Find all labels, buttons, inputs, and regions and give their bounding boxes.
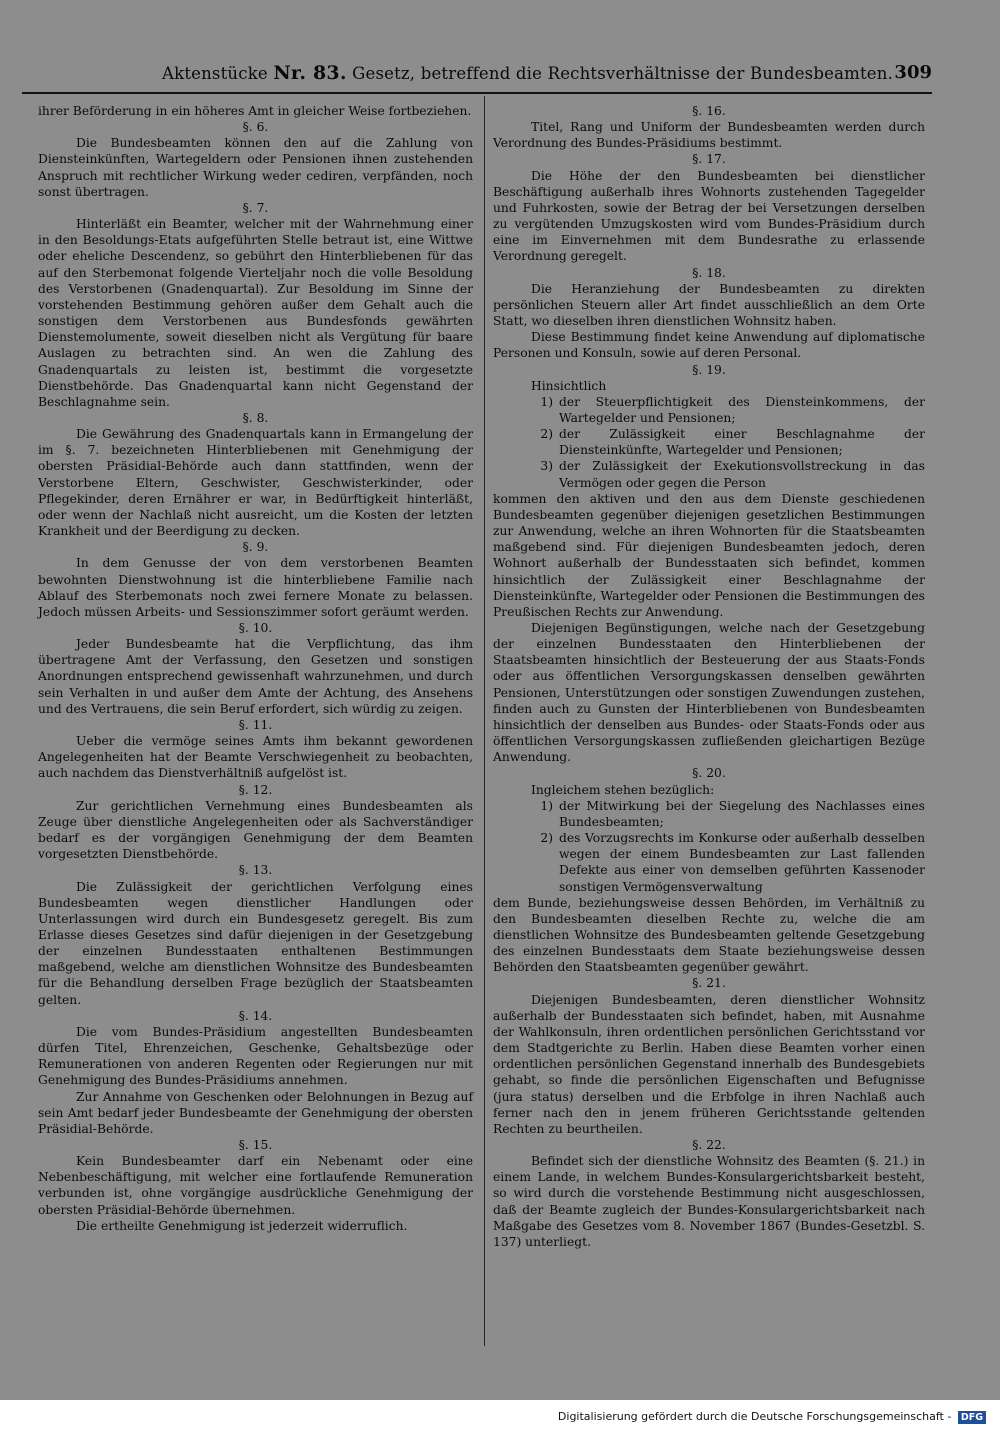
section-9-text: In dem Genusse der von dem verstorbenen Beamten bewohnten Dienstwohnung ist die hinterbliebene Familie nach Ablauf des Sterbemonats noch zwei fernere Monate zu belassen. Jedoch müssen Arbeits- und Sessionszimmer sofort geräumt werden. bbox=[38, 556, 473, 619]
section-6-text: Die Bundesbeamten können den auf die Zahlung von Diensteinkünften, Wartegeldern oder Pensionen ihnen zustehenden Anspruch mit rechtlicher Wirkung weder cediren, verpfänden, noch sonst übertragen. bbox=[38, 136, 473, 199]
section-16-text: Titel, Rang und Uniform der Bundesbeamten werden durch Verordnung des Bundes-Präsidiums bestimmt. bbox=[493, 120, 925, 151]
section-20-list bbox=[493, 798, 925, 895]
section-heading-7: §. 7. bbox=[242, 200, 269, 215]
section-18-text-2: Diese Bestimmung findet keine Anwendung auf diplomatische Personen und Konsuln, sowie auf deren Personal. bbox=[493, 330, 925, 361]
aktenstueck-label: Aktenstücke bbox=[162, 64, 268, 83]
section-19-text-2: Diejenigen Begünstigungen, welche nach der Gesetzgebung der einzelnen Bundesstaaten den Hinterbliebenen der Staatsbeamten hinsichtlich der Besteuerung der aus Staats-Fonds oder aus öffentlichen Versorgungskassen denselben gewährten Pensionen, Unterstützungen oder sonstigen Zuwendungen zustehen, finden auch zu Gunsten der Hinterbliebenen von Bundesbeamten hinsichtlich der denselben aus Bundes- oder Staats-Fonds oder aus öffentlichen Versorgungskassen zufließenden gleichartigen Bezüge Anwendung. bbox=[493, 621, 925, 765]
document-number: Nr. 83. bbox=[273, 62, 347, 84]
section-19-text-1: kommen den aktiven und den aus dem Dienste geschiedenen Bundesbeamten gegenüber diejenigen gesetzlichen Bestimmungen zur Anwendung, welche an ihren Wohnorten für die Staatsbeamten maßgebend sind. Für diejenigen Bundesbeamten jedoch, deren Wohnort außerhalb der Bundesstaaten sich befindet, kommen hinsichtlich der Zulässigkeit einer Beschlagnahme der Diensteinkünfte, Wartegelder oder Pensionen die Bestimmungen des Preußischen Rechts zur Anwendung. bbox=[493, 491, 925, 619]
list-item-number: 3) bbox=[540, 459, 553, 474]
section-12-text: Zur gerichtlichen Vernehmung eines Bundesbeamten als Zeuge über dienstliche Angelegenheiten oder als Sachverständiger bedarf es der vorgängigen Genehmigung der dem Beamten vorgesetzten Dienstbehörde. bbox=[38, 798, 473, 862]
section-heading-16: §. 16. bbox=[692, 104, 726, 118]
section-heading-19: §. 19. bbox=[692, 362, 726, 377]
section-heading-6: §. 6. bbox=[242, 120, 269, 135]
section-11-text: Ueber die vermöge seines Amts ihm bekannt gewordenen Angelegenheiten hat der Beamte Verschwiegenheit zu beobachten, auch nachdem das Dienstverhältniß aufgelöst ist. bbox=[38, 734, 473, 781]
section-10-text: Jeder Bundesbeamte hat die Verpflichtung, das ihm übertragene Amt der Verfassung, den Gesetzen und sonstigen Anordnungen entsprechend gewissenhaft wahrzunehmen, und durch sein Verhalten in und außer dem Amte der Achtung, des Ansehens und des Vertrauens, die sein Beruf erfordert, sich würdig zu zeigen. bbox=[38, 637, 473, 716]
section-heading-14: §. 14. bbox=[238, 1008, 273, 1023]
section-17-text: Die Höhe der den Bundesbeamten bei dienstlicher Beschäftigung außerhalb ihres Wohnorts zustehenden Tagegelder und Fuhrkosten, sowie der Betrag der bei Versetzungen derselben zu vergütenden Umzugskosten wird vom Bundes-Präsidium durch eine im Einvernehmen mit dem Bundesrathe zu erlassende Verordnung geregelt. bbox=[493, 168, 925, 264]
dfg-logo: DFG bbox=[958, 1411, 986, 1424]
list-item bbox=[493, 798, 925, 830]
section-20-intro: Ingleichem stehen bezüglich: bbox=[531, 782, 715, 797]
list-item bbox=[493, 830, 925, 895]
section-heading-12: §. 12. bbox=[238, 782, 273, 797]
right-column bbox=[493, 103, 925, 1250]
list-item bbox=[493, 394, 925, 426]
list-item bbox=[493, 426, 925, 458]
section-heading-22: §. 22. bbox=[692, 1138, 726, 1152]
page-header bbox=[22, 60, 932, 88]
section-14-text-1: Die vom Bundes-Präsidium angestellten Bundesbeamten dürfen Titel, Ehrenzeichen, Geschenke, Gehaltsbezüge oder Remunerationen von anderen Regenten oder Regierungen nur mit Genehmigung des Bundes-Präsidiums annehmen. bbox=[38, 1024, 473, 1088]
section-19-list bbox=[493, 394, 925, 491]
page-number: 309 bbox=[894, 62, 932, 83]
section-heading-20: §. 20. bbox=[692, 766, 726, 781]
footer-text: Digitalisierung gefördert durch die Deutsche Forschungsgemeinschaft - bbox=[557, 1410, 952, 1423]
section-15-text-2: Die ertheilte Genehmigung ist jederzeit widerruflich. bbox=[76, 1218, 408, 1233]
section-heading-17: §. 17. bbox=[692, 152, 726, 167]
list-item-text: der Zulässigkeit der Exekutionsvollstreckung in das Vermögen oder gegen die Person bbox=[559, 459, 925, 490]
section-heading-11: §. 11. bbox=[238, 717, 273, 732]
section-heading-13: §. 13. bbox=[238, 863, 273, 878]
section-heading-10: §. 10. bbox=[238, 621, 273, 635]
list-item-number: 2) bbox=[540, 427, 553, 442]
left-column bbox=[38, 103, 473, 1234]
list-item-number: 1) bbox=[540, 798, 553, 813]
digitization-footer bbox=[558, 1410, 986, 1424]
section-heading-21: §. 21. bbox=[692, 976, 726, 991]
section-21-text: Diejenigen Bundesbeamten, deren dienstlicher Wohnsitz außerhalb der Bundesstaaten sich befindet, haben, mit Ausnahme der Wahlkonsuln, ihren ordentlichen persönlichen Gerichtsstand vor dem Stadtgerichte zu Berlin. Haben diese Beamten vorher einen ordentlichen persönlichen Gegenstand innerhalb des Bundesgebiets gehabt, so finde die persönlichen Eigenschaften und Befugnisse (jura status) derselben und die Erbfolge in ihren Nachlaß auch ferner nach den in jenem früheren Gerichtsstande geltenden Rechten zu beurtheilen. bbox=[493, 992, 925, 1136]
list-item-number: 2) bbox=[540, 831, 553, 846]
list-item-text: der Mitwirkung bei der Siegelung des Nachlasses eines Bundesbeamten; bbox=[559, 798, 925, 829]
running-title bbox=[162, 62, 893, 84]
law-title: Gesetz, betreffend die Rechtsverhältnisse der Bundesbeamten. bbox=[352, 64, 894, 83]
section-8-text: Die Gewährung des Gnadenquartals kann in Ermangelung der im §. 7. bezeichneten Hinterbliebenen mit Genehmigung der obersten Präsidial-Behörde auch dann stattfinden, wenn der Verstorbene Eltern, Geschwister, Geschwisterkinder, oder Pflegekinder, deren Ernährer er war, in Bedürftigkeit hinterläßt, oder wenn der Nachlaß nicht ausreicht, um die Kosten der letzten Krankheit und der Beerdigung zu decken. bbox=[38, 427, 473, 539]
section-heading-15: §. 15. bbox=[238, 1138, 273, 1152]
list-item-text: der Zulässigkeit einer Beschlagnahme der Diensteinkünfte, Wartegelder und Pensionen; bbox=[559, 427, 925, 458]
section-20-text: dem Bunde, beziehungsweise dessen Behörden, im Verhältniß zu den Bundesbeamten dieselben Rechte zu, welche die am dienstlichen Wohnsitze des Bundesbeamten geltende Gesetzgebung des einzelnen Bundesstaats dem Staate beziehungsweise dessen Behörden den Staatsbeamten gegenüber gewährt. bbox=[493, 895, 925, 975]
section-heading-18: §. 18. bbox=[692, 265, 726, 280]
list-item-text: des Vorzugsrechts im Konkurse oder außerhalb desselben wegen der einem Bundesbeamten zur Last fallenden Defekte aus einer von demselben geführten Kassenoder sonstigen Vermögensverwaltung bbox=[559, 831, 925, 894]
section-7-text: Hinterläßt ein Beamter, welcher mit der Wahrnehmung einer in den Besoldungs-Etats aufgeführten Stelle betraut ist, eine Wittwe oder eheliche Descendenz, so gebührt den Hinterbliebenen für das auf den Sterbemonat folgende Vierteljahr noch die volle Besoldung des Verstorbenen (Gnadenquartal). Zur Besoldung im Sinne der vorstehenden Bestimmung gehören außer dem Gehalt auch die sonstigen dem Verstorbenen aus Bundesfonds gewährten Dienstemolumente, soweit dieselben nicht als Vergütung für baare Auslagen zu betrachten sind. An wen die Zahlung des Gnadenquartals zu leisten ist, bestimmt die vorgesetzte Dienstbehörde. Das Gnadenquartal kann nicht Gegenstand der Beschlagnahme sein. bbox=[38, 217, 473, 409]
column-divider bbox=[484, 96, 485, 1346]
section-22-text: Befindet sich der dienstliche Wohnsitz des Beamten (§. 21.) in einem Lande, in welchem Bundes-Konsulargerichtsbarkeit besteht, so wird durch die vorstehende Bestimmung nicht ausgeschlossen, daß der Beamte zugleich der Bundes-Konsulargerichtsbarkeit nach Maßgabe des Gesetzes vom 8. November 1867 (Bundes-Gesetzbl. S. 137) unterliegt. bbox=[493, 1154, 925, 1249]
list-item bbox=[493, 458, 925, 490]
section-13-text: Die Zulässigkeit der gerichtlichen Verfolgung eines Bundesbeamten wegen dienstlicher Handlungen oder Unterlassungen wird durch ein Bundesgesetz geregelt. Bis zum Erlasse dieses Gesetzes sind dafür diejenigen in der Gesetzgebung der einzelnen Bundesstaaten enthaltenen Bestimmungen maßgebend, welche am dienstlichen Wohnsitze des Bundesbeamten für die Behandlung derselben Frage bezüglich der Staatsbeamten gelten. bbox=[38, 879, 473, 1007]
list-item-number: 1) bbox=[540, 394, 553, 409]
section-heading-8: §. 8. bbox=[242, 410, 269, 425]
section-heading-9: §. 9. bbox=[242, 540, 269, 555]
paragraph-intro: ihrer Beförderung in ein höheres Amt in gleicher Weise fortbeziehen. bbox=[38, 104, 472, 118]
header-rule bbox=[22, 92, 932, 94]
section-19-intro: Hinsichtlich bbox=[531, 378, 607, 393]
section-15-text-1: Kein Bundesbeamter darf ein Nebenamt oder eine Nebenbeschäftigung, mit welcher eine fortlaufende Remuneration verbunden ist, ohne vorgängige ausdrückliche Genehmigung der obersten Präsidial-Behörde übernehmen. bbox=[38, 1154, 473, 1217]
section-18-text-1: Die Heranziehung der Bundesbeamten zu direkten persönlichen Steuern aller Art findet ausschließlich an dem Orte Statt, wo dieselben ihren dienstlichen Wohnsitz haben. bbox=[493, 281, 925, 329]
section-14-text-2: Zur Annahme von Geschenken oder Belohnungen in Bezug auf sein Amt bedarf jeder Bundesbeamte der Genehmigung der obersten Präsidial-Behörde. bbox=[38, 1089, 473, 1136]
list-item-text: der Steuerpflichtigkeit des Diensteinkommens, der Wartegelder und Pensionen; bbox=[559, 394, 925, 425]
